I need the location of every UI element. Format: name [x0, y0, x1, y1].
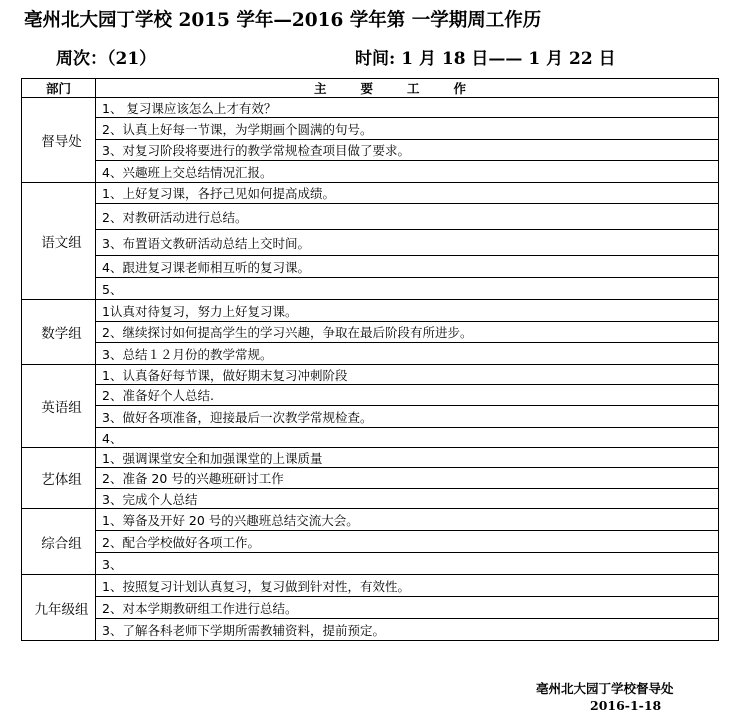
- page-title: 亳州北大园丁学校 2015 学年—2016 学年第 一学期周工作历: [24, 10, 542, 31]
- work-item: 4、跟进复习课老师相互听的复习课。: [96, 256, 719, 278]
- table-row: [22, 428, 719, 448]
- week-number: 周次：（21）: [56, 49, 157, 69]
- dept-cell-english: 英语组: [22, 365, 96, 448]
- table-row: [22, 509, 719, 531]
- work-item: 2、准备好个人总结.: [96, 385, 719, 406]
- work-item: 2、配合学校做好各项工作。: [96, 531, 719, 553]
- table-row: [22, 118, 719, 140]
- work-item: 1、 复习课应该怎么上才有效？: [96, 98, 719, 118]
- work-item: 3、: [96, 553, 719, 575]
- work-item: 1认真对待复习，努力上好复习课。: [96, 300, 719, 322]
- dept-cell-chinese: 语文组: [22, 183, 96, 300]
- table-row: [22, 140, 719, 161]
- table-row: [22, 343, 719, 365]
- work-item: 3、了解各科老师下学期所需教辅资料，提前预定。: [96, 619, 719, 641]
- table-row: [22, 278, 719, 300]
- table-row: [22, 365, 719, 385]
- work-item: 3、布置语文教研活动总结上交时间。: [96, 230, 719, 256]
- work-item: 1、按照复习计划认真复习，复习做到针对性，有效性。: [96, 575, 719, 597]
- issuing-office: 亳州北大园丁学校督导处: [536, 681, 674, 696]
- work-item: 1、认真备好每节课，做好期末复习冲刺阶段: [96, 365, 719, 385]
- table-row: [22, 183, 719, 204]
- work-item: 2、认真上好每一节课，为学期画个圆满的句号。: [96, 118, 719, 140]
- table-row: [22, 553, 719, 575]
- work-item: 5、: [96, 278, 719, 300]
- table-row: [22, 489, 719, 509]
- work-item: 3、完成个人总结: [96, 489, 719, 509]
- work-item: 1、上好复习课，各抒己见如何提高成绩。: [96, 183, 719, 204]
- dept-cell-arts-pe: 艺体组: [22, 448, 96, 509]
- work-item: 3、总结１２月份的教学常规。: [96, 343, 719, 365]
- table-row: [22, 406, 719, 428]
- column-header-dept: 部门: [22, 79, 96, 98]
- dept-cell-math: 数学组: [22, 300, 96, 365]
- work-item: 4、兴趣班上交总结情况汇报。: [96, 161, 719, 183]
- work-item: 3、做好各项准备，迎接最后一次教学常规检查。: [96, 406, 719, 428]
- dept-cell-dudaochu: 督导处: [22, 98, 96, 183]
- table-row: [22, 204, 719, 230]
- table-row: [22, 161, 719, 183]
- table-row: [22, 322, 719, 343]
- table-row: [22, 468, 719, 489]
- work-item: 1、强调课堂安全和加强课堂的上课质量: [96, 448, 719, 468]
- table-row: [22, 597, 719, 619]
- table-row: [22, 619, 719, 641]
- work-item: 2、准备 20 号的兴趣班研讨工作: [96, 468, 719, 489]
- table-row: [22, 300, 719, 322]
- table-row: [22, 256, 719, 278]
- work-item: 2、对教研活动进行总结。: [96, 204, 719, 230]
- work-item: 2、继续探讨如何提高学生的学习兴趣，争取在最后阶段有所进步。: [96, 322, 719, 343]
- table-row: [22, 230, 719, 256]
- table-row: [22, 98, 719, 118]
- table-header-row: [22, 79, 719, 98]
- table-row: [22, 448, 719, 468]
- work-item: 3、对复习阶段将要进行的教学常规检查项目做了要求。: [96, 140, 719, 161]
- work-item: 2、对本学期教研组工作进行总结。: [96, 597, 719, 619]
- table-row: [22, 531, 719, 553]
- dept-cell-comprehensive: 综合组: [22, 509, 96, 575]
- table-row: [22, 575, 719, 597]
- dept-cell-grade9: 九年级组: [22, 575, 96, 641]
- date-range: 时间: 1 月 18 日—— 1 月 22 日: [355, 49, 616, 69]
- column-header-work: 主要工作: [96, 79, 719, 98]
- work-item: 4、: [96, 428, 719, 448]
- table-row: [22, 385, 719, 406]
- work-calendar-table: [21, 78, 719, 641]
- issue-date: 2016-1-18: [590, 698, 662, 713]
- work-item: 1、筹备及开好 20 号的兴趣班总结交流大会。: [96, 509, 719, 531]
